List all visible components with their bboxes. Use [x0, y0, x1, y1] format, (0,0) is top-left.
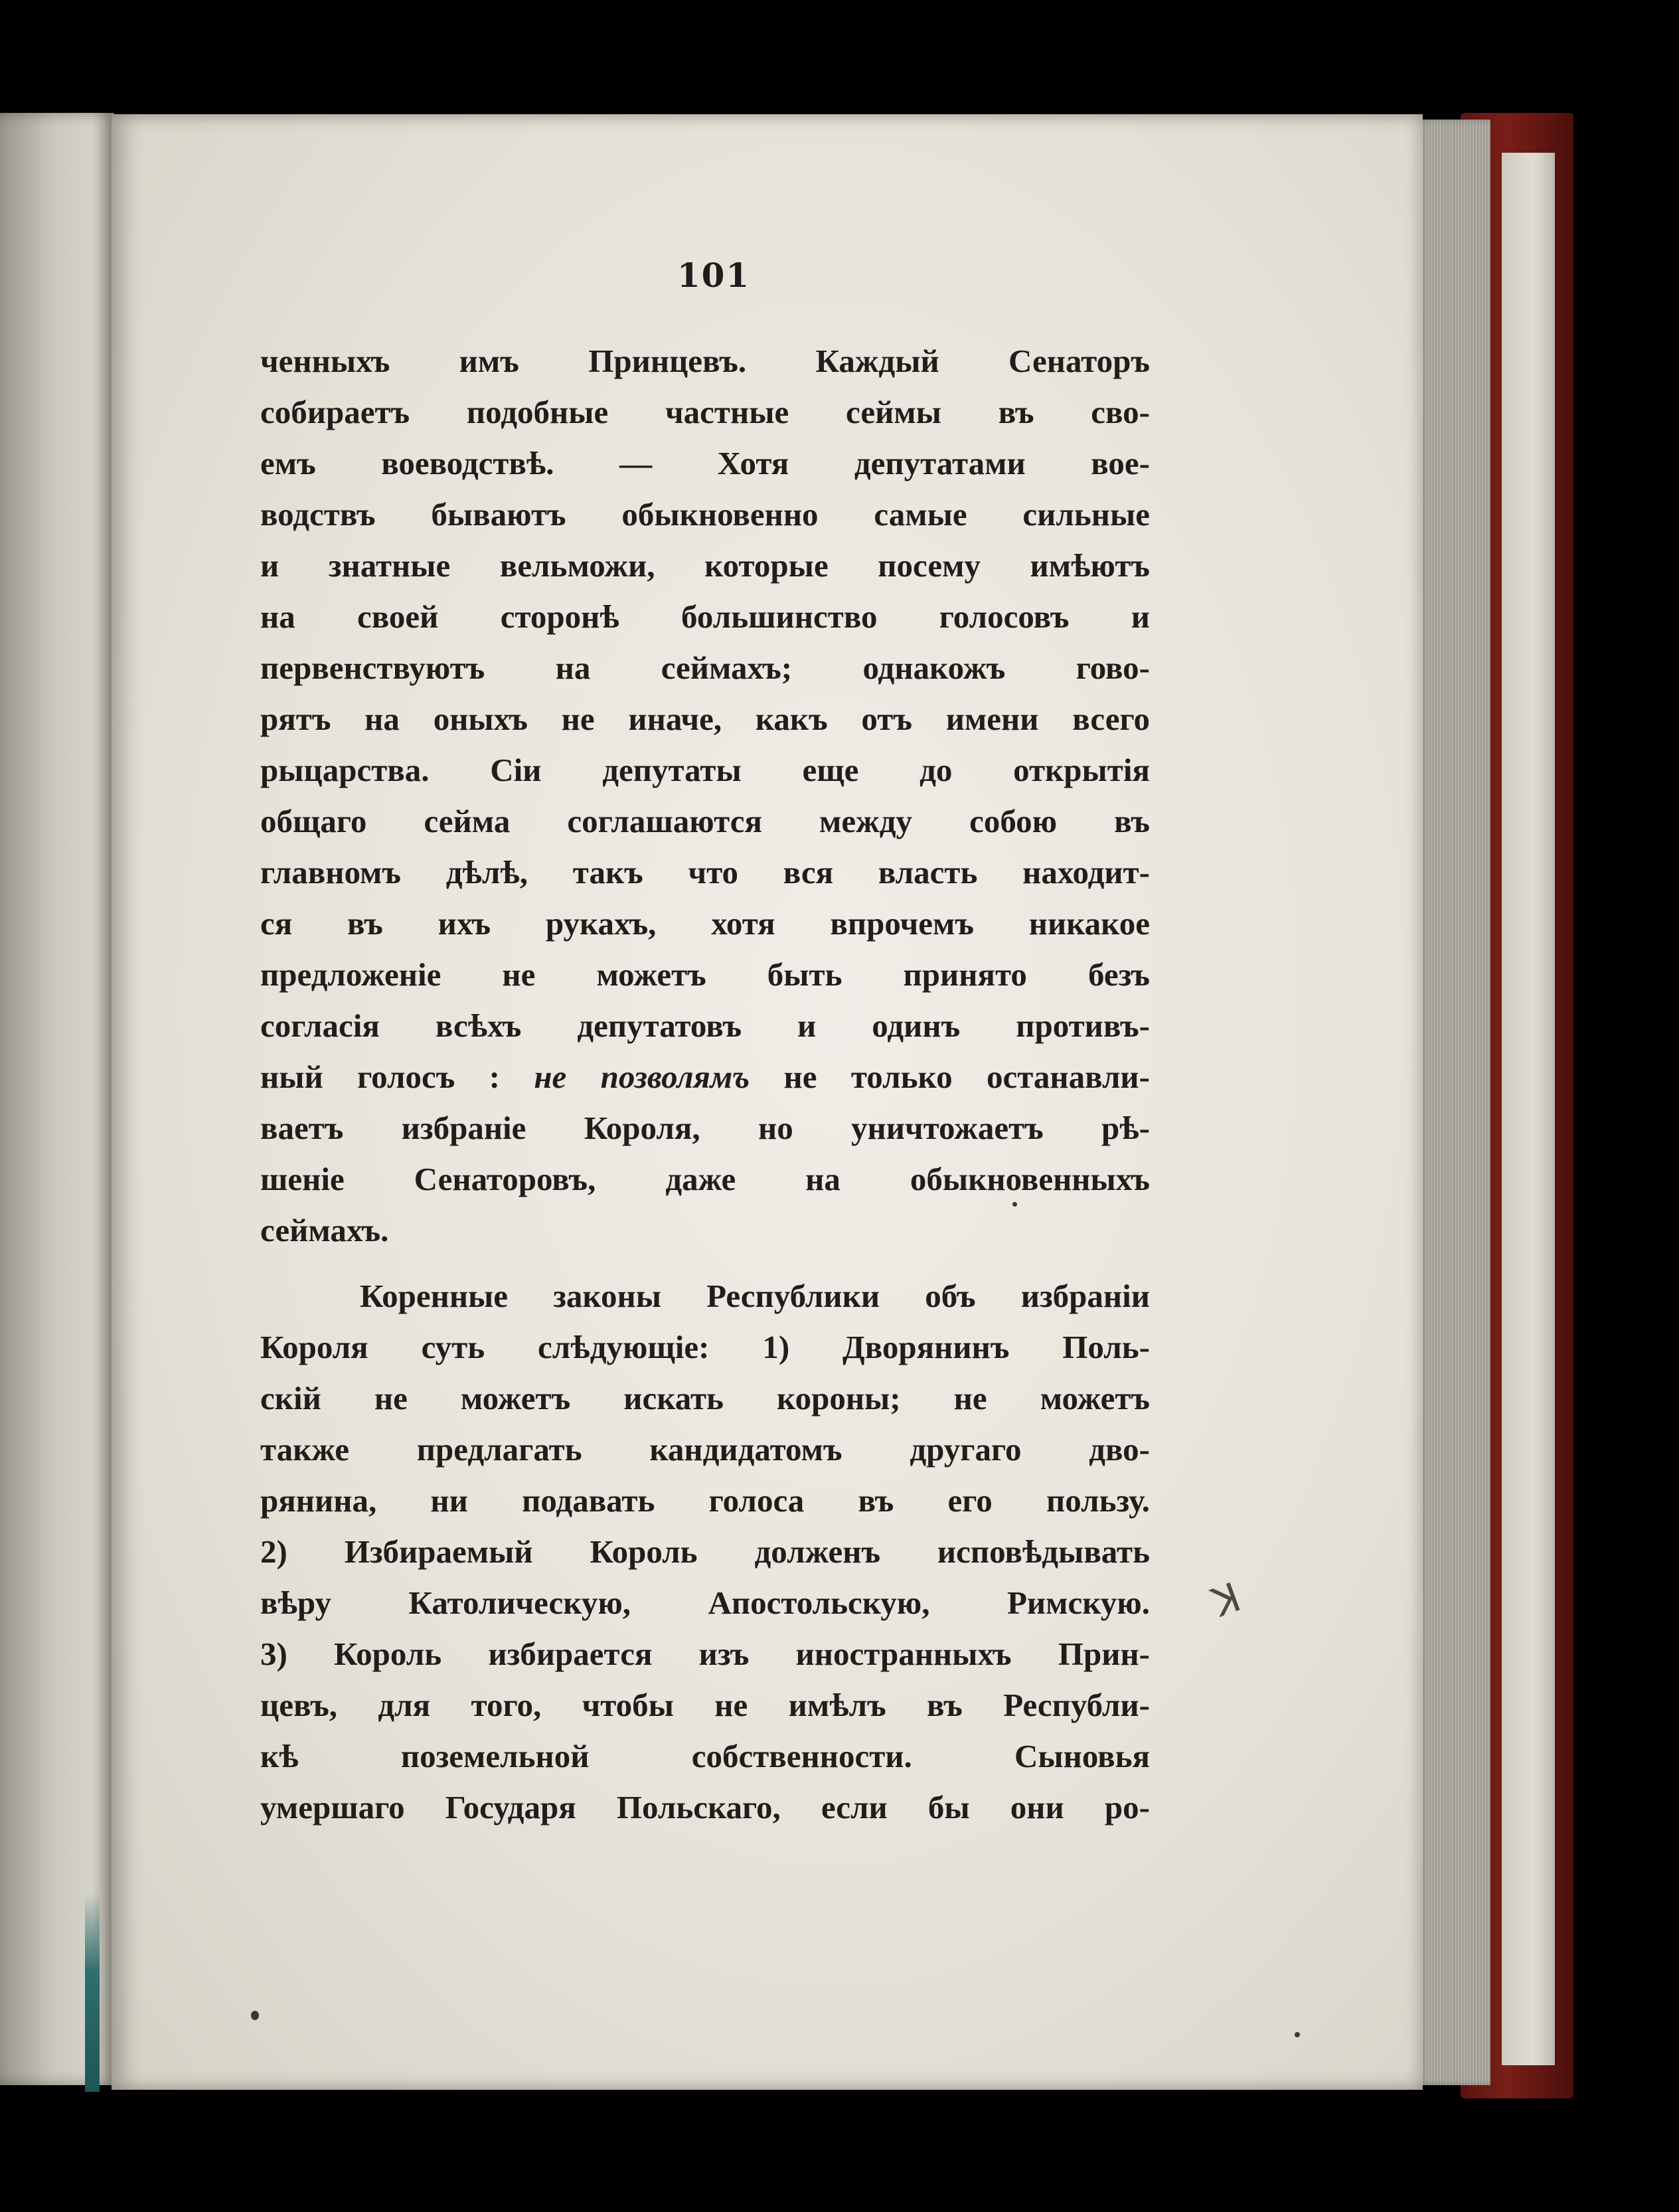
text-line: умершаго Государя Польскаго, если бы они ро- — [260, 1789, 1150, 1826]
text-line: ваетъ избраніе Короля, но уничтожаетъ рѣ- — [260, 1110, 1150, 1146]
text-line: первенствуютъ на сеймахъ; однакожъ гово- — [260, 649, 1150, 686]
page-number: 101 — [677, 256, 751, 295]
text-line: предложеніе не можетъ быть принято безъ — [260, 956, 1150, 993]
page-block-edges — [1417, 120, 1490, 2085]
text-line: цевъ, для того, чтобы не имѣлъ въ Республи- — [260, 1687, 1150, 1723]
facing-page-edge — [0, 113, 114, 2085]
text-line: сеймахъ. — [260, 1212, 389, 1248]
pencil-mark: ꓘ — [1206, 1574, 1247, 1627]
text-line: главномъ дѣлѣ, такъ что вся власть находит- — [260, 854, 1150, 891]
facing-page-endpaper — [85, 1893, 100, 2092]
text-line: рятъ на оныхъ не иначе, какъ отъ имени всего — [260, 701, 1150, 737]
ink-speck — [1012, 1202, 1017, 1207]
italic-phrase: не позволямъ — [534, 1059, 750, 1095]
text-line: Короля суть слѣдующіе: 1) Дворянинъ Поль- — [260, 1329, 1150, 1365]
text-line: ченныхъ имъ Принцевъ. Каждый Сенаторъ — [260, 343, 1150, 379]
text-line: на своей сторонѣ большинство голосовъ и — [260, 598, 1150, 635]
text-line: рянина, ни подавать голоса въ его пользу. — [260, 1482, 1150, 1519]
text-segment: не только останавли- — [750, 1059, 1150, 1095]
text-line: ся въ ихъ рукахъ, хотя впрочемъ никакое — [260, 905, 1150, 942]
text-line: рыцарства. Сіи депутаты еще до открытія — [260, 752, 1150, 788]
text-line: шеніе Сенаторовъ, даже на обыкновенныхъ — [260, 1161, 1150, 1197]
text-line: кѣ поземельной собственности. Сыновья — [260, 1738, 1150, 1774]
text-line: вѣру Католическую, Апостольскую, Римскую. — [260, 1584, 1150, 1621]
book-cover-board — [1502, 153, 1555, 2065]
text-line: водствъ бываютъ обыкновенно самые сильные — [260, 496, 1150, 533]
text-line: Коренные законы Республики объ избраніи — [360, 1278, 1150, 1314]
text-segment: ный голосъ : — [260, 1059, 534, 1095]
page-text — [260, 335, 1150, 1833]
text-line: согласія всѣхъ депутатовъ и одинъ противъ- — [260, 1007, 1150, 1044]
text-line: 3) Король избирается изъ иностранныхъ Прин- — [260, 1636, 1150, 1672]
text-line: и знатные вельможи, которые посему имѣютъ — [260, 547, 1150, 584]
text-line: емъ воеводствѣ. — Хотя депутатами вое- — [260, 445, 1150, 481]
ink-speck — [251, 2011, 259, 2020]
text-line: собираетъ подобные частные сеймы въ сво- — [260, 394, 1150, 430]
text-line: 2) Избираемый Король долженъ исповѣдывать — [260, 1533, 1150, 1570]
text-line: также предлагать кандидатомъ другаго дво- — [260, 1431, 1150, 1468]
ink-speck — [1295, 2032, 1300, 2037]
text-line: общаго сейма соглашаются между собою въ — [260, 803, 1150, 839]
text-line-with-italic — [260, 1051, 1150, 1102]
text-line: скій не можетъ искать короны; не можетъ — [260, 1380, 1150, 1416]
